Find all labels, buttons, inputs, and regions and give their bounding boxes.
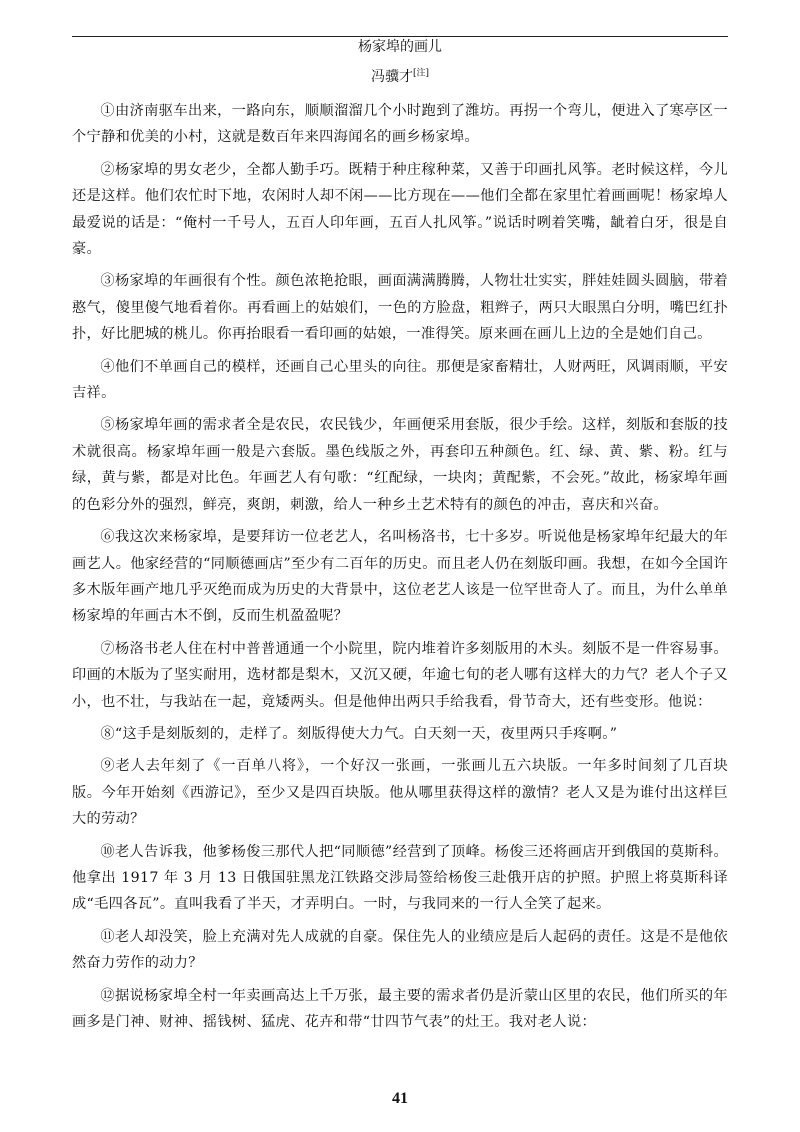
header-rule <box>72 36 728 37</box>
paragraph-1: ①由济南驱车出来，一路向东，顺顺溜溜几个小时跑到了潍坊。再拐一个弯儿，便进入了寒亭区一个宁静和优美的小村，这就是数百年来四海闻名的画乡杨家埠。 <box>72 103 728 146</box>
article-author <box>72 68 728 86</box>
paragraph-6: ⑥我这次来杨家埠，是要拜访一位老艺人，名叫杨洛书，七十多岁。听说他是杨家埠年纪最大的年画艺人。他家经营的“同顺德画店”至少有二百年的历史。而且老人仍在刻版印画。我想，在如今全国许多木版年画产地几乎灭绝而成为历史的大背景中，这位老艺人该是一位罕世奇人了。而且，为什么单单杨家埠的年画古木不倒，反而生机盈盈呢？ <box>72 529 728 625</box>
author-name: 冯骥才 <box>370 69 413 85</box>
paragraph-7: ⑦杨洛书老人住在村中普普通通一个小院里，院内堆着许多刻版用的木头。刻版不是一件容易事。印画的木版为了坚实耐用，选材都是梨木，又沉又硬，年逾七旬的老人哪有这样大的力气？老人个子又小，也不壮，与我站在一起，竟矮两头。但是他伸出两只手给我看，骨节奇大，还有些变形。他说： <box>72 640 728 710</box>
paragraph-5: ⑤杨家埠年画的需求者全是农民，农民钱少，年画便采用套版，很少手绘。这样，刻版和套版的技术就很高。杨家埠年画一般是六套版。墨色线版之外，再套印五种颜色。红、绿、黄、紫、粉。红与绿，黄与紫，都是对比色。年画艺人有句歌：“红配绿，一块肉；黄配紫，不会死。”故此，杨家埠年画的色彩分外的强烈，鲜亮，爽朗，刺激，给人一种乡土艺术特有的颜色的冲击，喜庆和兴奋。 <box>72 417 728 513</box>
paragraph-11: ⑪老人却没笑，脸上充满对先人成就的自豪。保住先人的业绩应是后人起码的责任。这是不是他依然奋力劳作的动力？ <box>72 928 728 972</box>
paragraph-4: ④他们不单画自己的模样，还画自己心里头的向往。那便是家畜精壮，人财两旺，风调雨顺，平安吉祥。 <box>72 358 728 402</box>
paragraph-9: ⑨老人去年刻了《一百单八将》，一个好汉一张画，一张画儿五六块版。一年多时间刻了几百块版。今年开始刻《西游记》，至少又是四百块版。他从哪里获得这样的激情？老人又是为谁付出这样巨大的劳动？ <box>72 758 728 828</box>
page-number: 41 <box>392 1090 408 1107</box>
paragraph-3: ③杨家埠的年画很有个性。颜色浓艳抢眼，画面满满腾腾，人物壮壮实实，胖娃娃圆头圆脑，带着憨气，傻里傻气地看着你。再看画上的姑娘们，一色的方脸盘，粗辫子，两只大眼黑白分明，嘴巴红扑扑，好比肥城的桃儿。你再抬眼看一看印画的姑娘，一准得笑。原来画在画儿上边的全是她们自己。 <box>72 273 728 343</box>
paragraph-2: ②杨家埠的男女老少，全都人勤手巧。既精于种庄稼种菜，又善于印画扎风筝。老时候这样，今儿还是这样。他们农忙时下地，农闲时人却不闲——比方现在——他们全都在家里忙着画画呢！杨家埠人最爱说的话是：“俺村一千号人，五百人印年画，五百人扎风筝。”说话时咧着笑嘴，龇着白牙，很是自豪。 <box>72 161 728 258</box>
paragraph-12: ⑫据说杨家埠全村一年卖画高达上千万张，最主要的需求者仍是沂蒙山区里的农民，他们所买的年画多是门神、财神、摇钱树、猛虎、花卉和带“廿四节气表”的灶王。我对老人说： <box>72 987 728 1030</box>
author-footnote-marker: [注] <box>412 68 430 79</box>
document-page <box>72 38 728 1041</box>
paragraph-8: ⑧“这手是刻版刻的，走样了。刻版得使大力气。白天刻一天，夜里两只手疼啊。” <box>100 725 618 742</box>
article-title: 杨家埠的画儿 <box>358 39 442 55</box>
paragraph-10: ⑩老人告诉我，他爹杨俊三那代人把“同顺德”经营到了顶峰。杨俊三还将画店开到俄国的莫斯科。他拿出 1917 年 3 月 13 日俄国驻黑龙江铁路交涉局签给杨俊三赴俄开店的护照。护照上将莫斯科译成“毛四各瓦”。直叫我看了半天，才弄明白。一时，与我同来的一行人全笑了起来。 <box>72 843 728 913</box>
